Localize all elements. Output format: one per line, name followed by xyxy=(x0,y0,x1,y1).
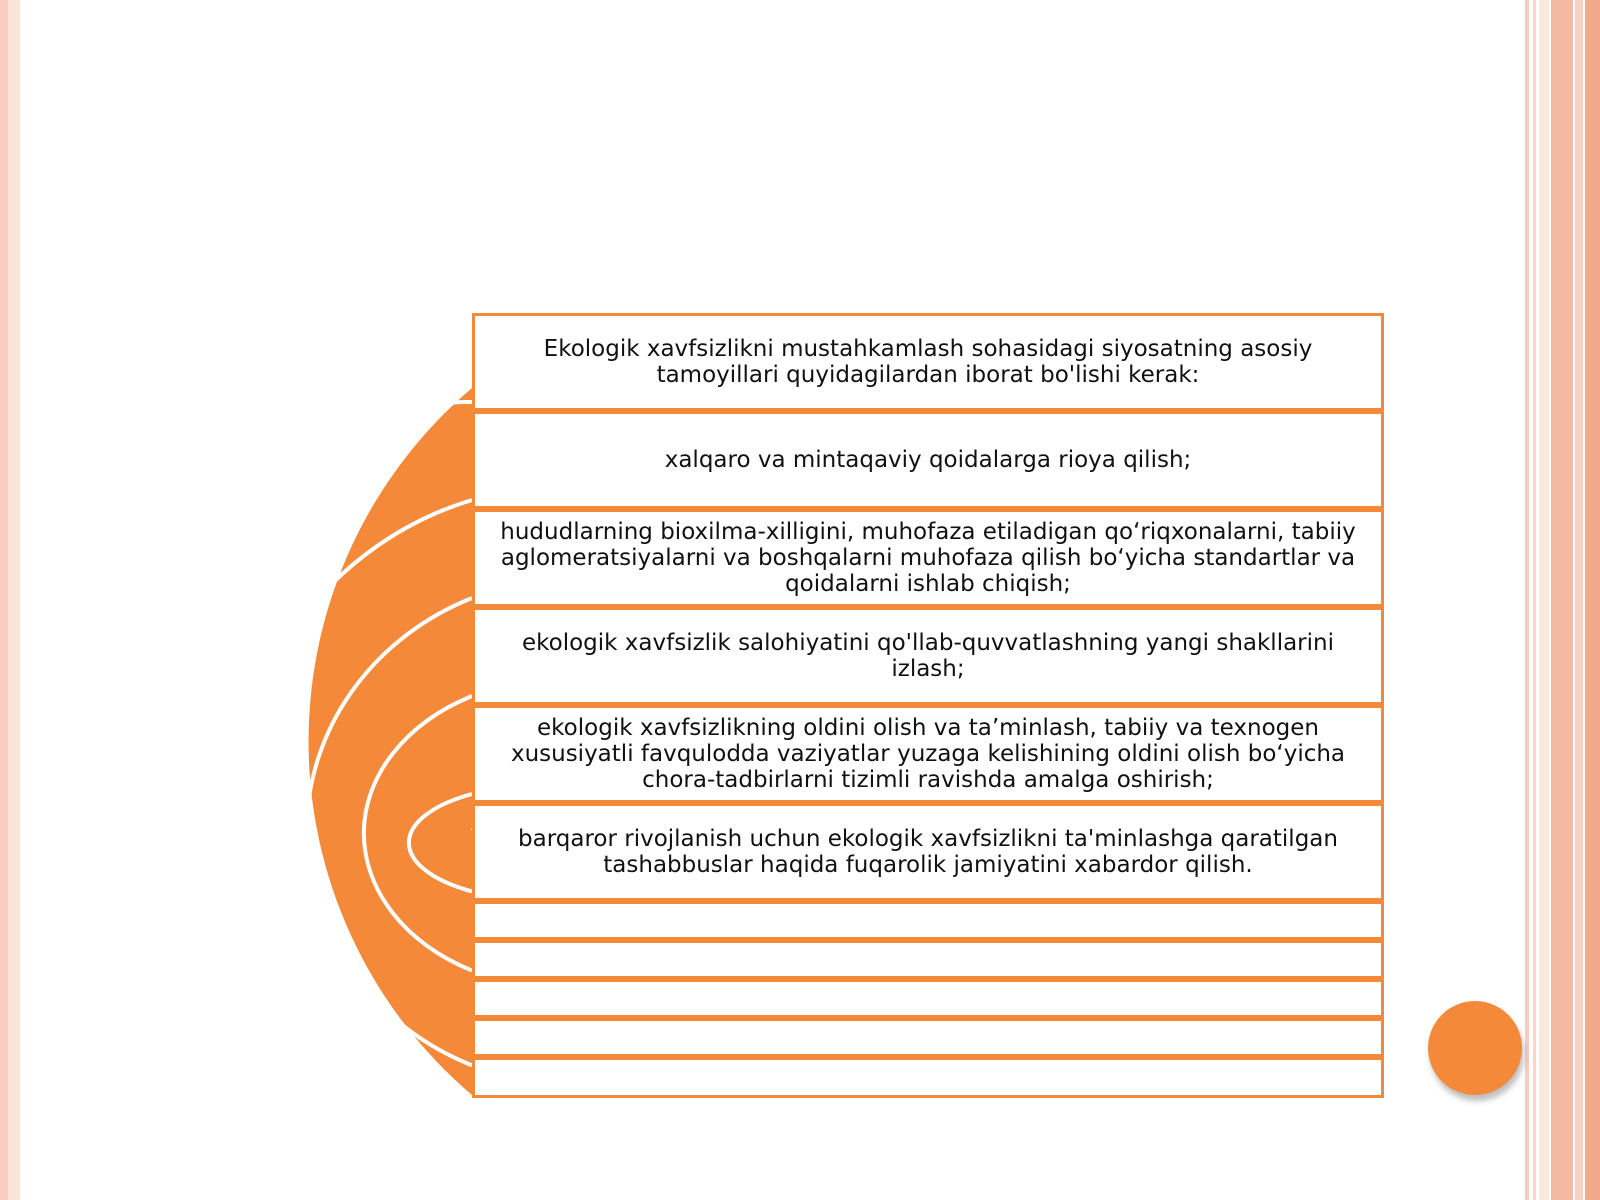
diagram-box-2 xyxy=(472,411,1384,509)
diagram-box-3 xyxy=(472,509,1384,607)
diagram-box-text: hududlarning bioxilma-xilligini, muhofaza etiladigan qo‘riqxonalarni, tabiiy aglomeratsiyalarni va boshqalarni muhofaza qilish bo‘yicha standartlar va qoidalarni ishlab chiqish; xyxy=(500,519,1356,597)
diagram-box-7 xyxy=(472,901,1384,940)
diagram-box-9 xyxy=(472,979,1384,1018)
arc-background xyxy=(309,388,472,1095)
diagram-box-4 xyxy=(472,607,1384,705)
diagram-box-5 xyxy=(472,705,1384,803)
diagram-box-11 xyxy=(472,1057,1384,1098)
diagram-box-text: xalqaro va mintaqaviy qoidalarga rioya qilish; xyxy=(664,447,1192,473)
diagram-box-text: Ekologik xavfsizlikni mustahkamlash sohasidagi siyosatning asosiy tamoyillari quyidagilardan iborat bo'lishi kerak: xyxy=(543,336,1313,388)
diagram-box-text: ekologik xavfsizlikning oldini olish va ta’minlash, tabiiy va texnogen xususiyatli favqulodda vaziyatlar yuzaga kelishining oldini olish bo‘yicha chora-tadbirlarni tizimli ravishda amalga oshirish; xyxy=(510,715,1346,793)
diagram-box-6 xyxy=(472,803,1384,901)
diagram-box-8 xyxy=(472,940,1384,979)
diagram-box-text: ekologik xavfsizlik salohiyatini qo'llab-quvvatlashning yangi shakllarini izlash; xyxy=(522,630,1334,682)
decorative-circle xyxy=(1428,1001,1522,1095)
diagram-box-text: barqaror rivojlanish uchun ekologik xavfsizlikni ta'minlashga qaratilgan tashabbuslar haqida fuqarolik jamiyatini xabardor qilish. xyxy=(518,826,1338,878)
diagram-box-1 xyxy=(472,313,1384,411)
diagram-box-10 xyxy=(472,1018,1384,1057)
